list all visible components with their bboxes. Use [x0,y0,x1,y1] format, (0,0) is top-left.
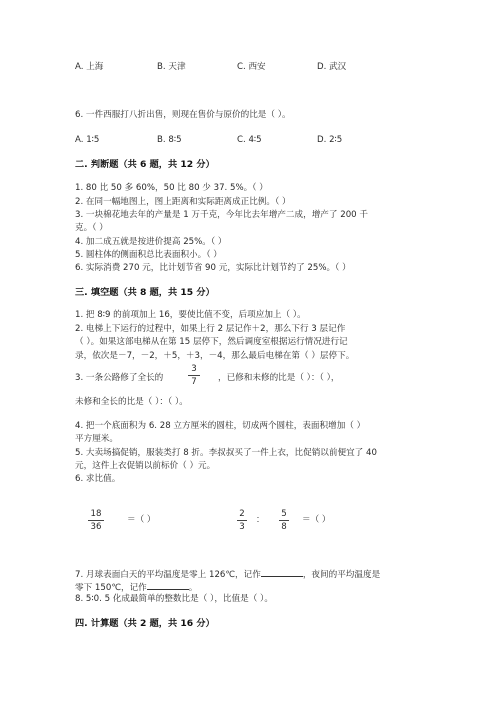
judge-item-4: 4. 加二成五就是按进价提高 25%。（ ） [75,237,227,247]
fill-q2-line1: 2. 电梯上下运行的过程中，如果上行 2 层记作＋2，那么下行 3 层记作 [75,324,346,334]
fill-q3-suffix: ，已修和未修的比是（ ）：（ ）， [218,373,340,383]
fraction-denominator: 8 [281,522,287,532]
fraction-denominator: 3 [239,522,245,532]
section-2-title: 二. 判断题（共 6 题，共 12 分） [75,159,215,170]
fill-q3-line2: 未修和全长的比是（ ）：（ ）。 [75,397,188,407]
judge-item-2: 2. 在同一幅地图上，图上距离和实际距离成正比例。（ ） [75,197,291,207]
ratio-a-fraction [88,509,104,532]
ratio-a-answer: ＝（ ） [127,515,156,525]
section-3-title: 三. 填空题（共 8 题，共 15 分） [75,287,215,298]
q6-option-b: B. 8∶5 [157,135,182,145]
fill-q7-line1 [75,567,380,581]
fill-q5-line1: 5. 大卖场搞促销，服装类打 8 折。李叔叔买了一件上衣，比促销以前便宜了 40 [75,448,377,458]
fraction-bar [279,520,289,521]
fill-q7-line2 [75,580,197,594]
q5-option-b: B. 天津 [157,62,186,72]
q6-option-a: A. 1∶5 [75,135,100,145]
fill-q6-title: 6. 求比值。 [75,474,121,484]
fill-q3-fraction [188,364,200,387]
fill-q4-line1: 4. 把一个底面积为 6. 28 立方厘米的圆柱，切成两个圆柱，表面积增加（ ） [75,421,366,431]
section-4-title: 四. 计算题（共 2 题，共 16 分） [75,618,215,629]
ratio-b-fraction-1 [237,509,247,532]
fill-q8: 8. 5∶0. 5 化成最简单的整数比是（ ），比值是（ ）。 [75,594,273,604]
ratio-b-fraction-2 [279,509,289,532]
fraction-bar [188,375,200,376]
q7-text-c: 零下 150℃，记作 [75,583,147,593]
fraction-denominator: 7 [191,377,197,387]
q7-blank-2 [147,580,189,590]
fraction-numerator: 3 [191,364,197,374]
judge-item-3-cont: 克。（ ） [75,223,108,233]
judge-item-3: 3. 一块棉花地去年的产量是 1 万千克，今年比去年增产二成，增产了 200 千 [75,210,368,220]
fraction-numerator: 2 [239,509,245,519]
q7-text-a: 7. 月球表面白天的平均温度是零上 126℃，记作 [75,570,261,580]
fraction-numerator: 5 [281,509,287,519]
q6-option-c: C. 4∶5 [237,135,262,145]
judge-item-5: 5. 圆柱体的侧面积总比表面积小。（ ） [75,250,222,260]
q6-stem: 6. 一件西服打八折出售，则现在售价与原价的比是（ ）。 [75,110,291,120]
q5-option-a: A. 上海 [75,62,104,72]
fraction-bar [237,520,247,521]
fill-q3-prefix: 3. 一条公路修了全长的 [75,373,164,383]
fill-q4-line2: 平方厘米。 [75,434,118,444]
ratio-b-colon: ： [256,515,265,525]
q5-option-d: D. 武汉 [317,62,347,72]
q7-text-b: ，夜间的平均温度是 [302,570,381,580]
q7-text-d: 。 [188,583,198,593]
fill-q1: 1. 把 8∶9 的前项加上 16，要使比值不变，后项应加上（ ）。 [75,310,306,320]
fill-q5-line2: 元，这件上衣促销以前标价（ ）元。 [75,461,216,471]
fraction-numerator: 18 [90,509,102,519]
fraction-denominator: 36 [90,522,102,532]
judge-item-1: 1. 80 比 50 多 60%，50 比 80 少 37. 5%。（ ） [75,183,268,193]
fill-q2-line3: 录，依次是－7，－2，＋5，＋3，－4，那么最后电梯在第（ ）层停下。 [75,351,355,361]
fill-q2-line2: （ ）。如果这部电梯从在第 15 层停下，然后调度室根据运行情况进行记 [75,337,348,347]
q7-blank-1 [261,567,303,577]
q6-option-d: D. 2∶5 [317,135,343,145]
ratio-b-answer: ＝（ ） [302,515,331,525]
q5-option-c: C. 西安 [237,62,266,72]
fraction-bar [88,520,104,521]
judge-item-6: 6. 实际消费 270 元，比计划节省 90 元，实际比计划节约了 25%。（ ） [75,263,351,273]
